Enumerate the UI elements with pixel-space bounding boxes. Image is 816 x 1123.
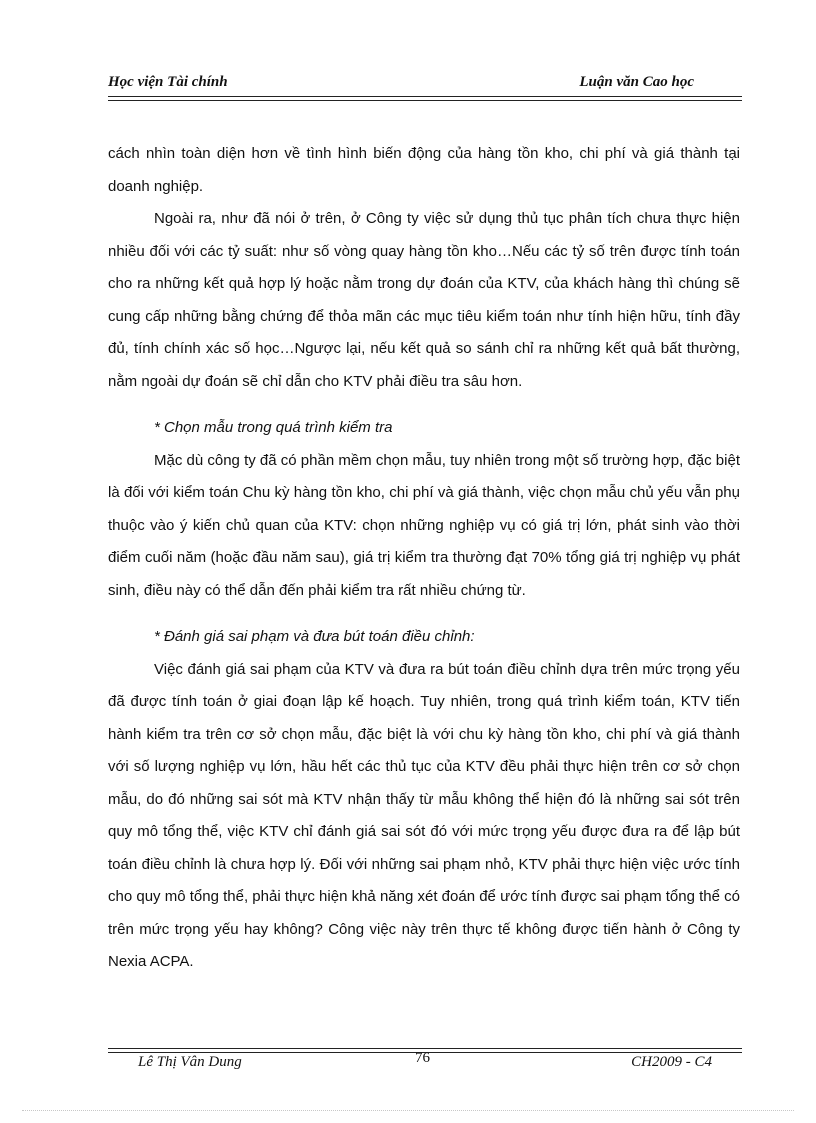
paragraph-4: Việc đánh giá sai phạm của KTV và đưa ra bút toán điều chỉnh dựa trên mức trọng yếu đã được tính toán ở giai đoạn lập kế hoạch. Tuy nhiên, trong quá trình kiểm toán, KTV tiến hành kiểm tra trên cơ sở chọn mẫu, đặc biệt là với chu kỳ hàng tồn kho, chi phí và giá thành với số lượng nghiệp vụ lớn, hầu hết các thủ tục của KTV đều phải thực hiện trên cơ sở chọn mẫu, do đó những sai sót mà KTV nhận thấy từ mẫu không thể hiện đó là những sai sót trên quy mô tổng thể, việc KTV chỉ đánh giá sai sót đó với mức trọng yếu được đưa ra để lập bút toán điều chỉnh là chưa hợp lý. Đối với những sai phạm nhỏ, KTV phải thực hiện việc ước tính cho quy mô tổng thể, phải thực hiện khả năng xét đoán để ước tính được sai phạm tổng thể có trên mức trọng yếu hay không? Công việc này trên thực tế không được tiến hành ở Công ty Nexia ACPA.	[108, 660, 740, 970]
header-document-type: Luận văn Cao học	[579, 74, 694, 90]
header-institution: Học viện Tài chính	[108, 74, 228, 90]
footer-author: Lê Thị Vân Dung	[138, 1054, 242, 1070]
page-header	[108, 74, 742, 96]
page-edge	[22, 1110, 794, 1111]
page-footer	[108, 1052, 742, 1076]
page-number: 76	[415, 1050, 430, 1066]
paragraph-3: Mặc dù công ty đã có phần mềm chọn mẫu, tuy nhiên trong một số trường hợp, đặc biệt là đối với kiểm toán Chu kỳ hàng tồn kho, chi phí và giá thành, việc chọn mẫu chủ yếu vẫn phụ thuộc vào ý kiến chủ quan của KTV: chọn những nghiệp vụ có giá trị lớn, phát sinh vào thời điểm cuối năm (hoặc đầu năm sau), giá trị kiểm tra thường đạt 70% tổng giá trị nghiệp vụ phát sinh, điều này có thể dẫn đến phải kiểm tra rất nhiều chứng từ.	[108, 451, 740, 599]
paragraph-1: cách nhìn toàn diện hơn về tình hình biến động của hàng tồn kho, chi phí và giá thành tại doanh nghiệp.	[108, 145, 740, 195]
section-heading-misstatement: * Đánh giá sai phạm và đưa bút toán điều chỉnh:	[154, 628, 475, 645]
header-rule	[108, 96, 742, 101]
paragraph-2: Ngoài ra, như đã nói ở trên, ở Công ty việc sử dụng thủ tục phân tích chưa thực hiện nhiều đối với các tỷ suất: như số vòng quay hàng tồn kho…Nếu các tỷ số trên được tính toán cho ra những kết quả hợp lý hoặc nằm trong dự đoán của KTV, của khách hàng thì chúng sẽ cung cấp những bằng chứng để thỏa mãn các mục tiêu kiểm toán như tính hiện hữu, tính đầy đủ, tính chính xác số học…Ngược lại, nếu kết quả so sánh chỉ ra những kết quả bất thường, nằm ngoài dự đoán sẽ chỉ dẫn cho KTV phải điều tra sâu hơn.	[108, 210, 740, 390]
footer-code: CH2009 - C4	[631, 1054, 712, 1070]
page-body	[108, 138, 740, 979]
section-heading-sampling: * Chọn mẫu trong quá trình kiểm tra	[154, 419, 393, 436]
